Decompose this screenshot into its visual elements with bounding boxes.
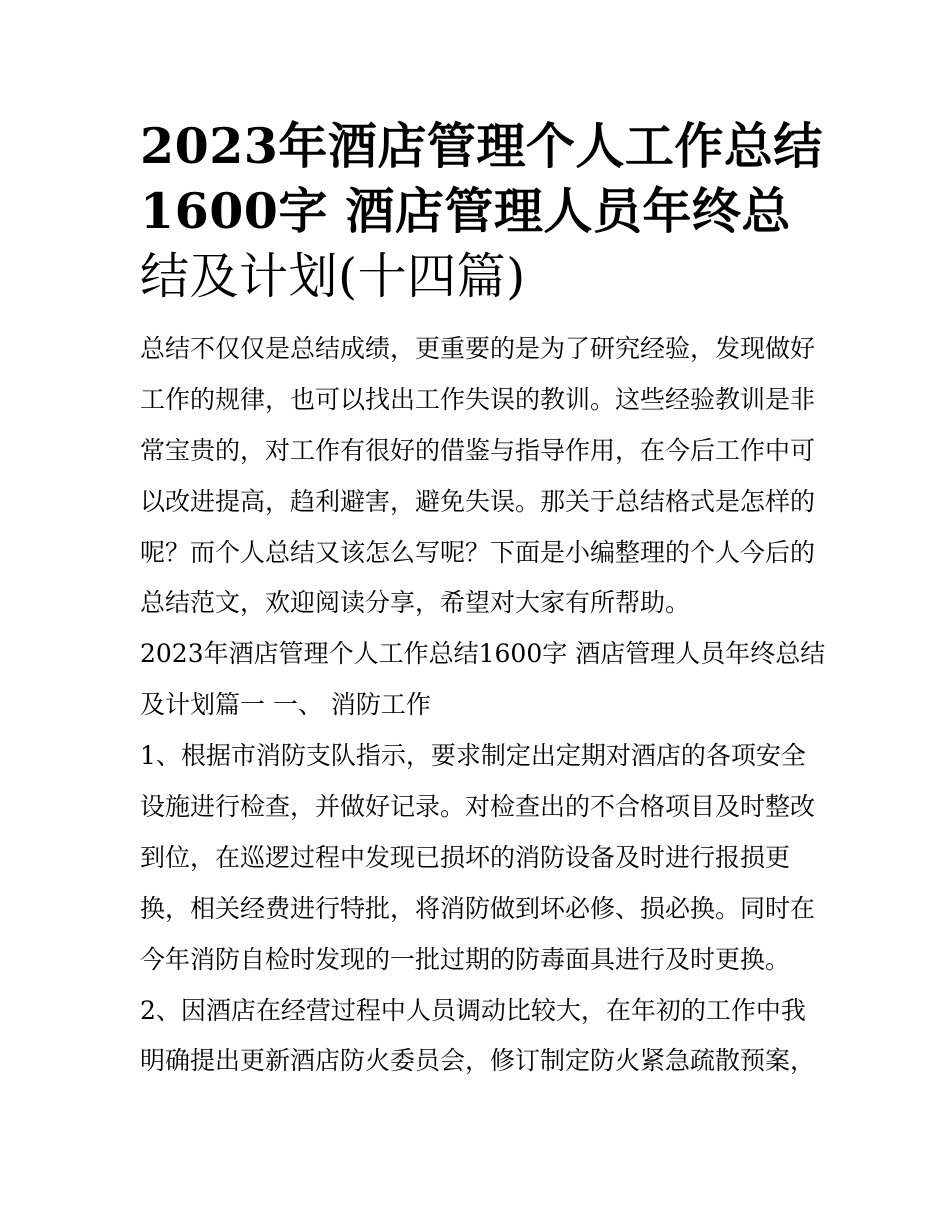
body-line: 今年消防自检时发现的一批过期的防毒面具进行及时更换。 (140, 944, 791, 974)
body-line: 工作的规律，也可以找出工作失误的教训。这些经验教训是非 (140, 384, 816, 414)
title-line-3: 结及计划(十四篇) (140, 248, 526, 305)
body-line: 1、根据市消防支队指示，要求制定出定期对酒店的各项安全 (140, 741, 806, 771)
document-body (140, 324, 826, 1087)
document-title (140, 114, 823, 309)
body-line: 常宝贵的，对工作有很好的借鉴与指导作用，在今后工作中可 (140, 435, 816, 465)
body-line: 总结范文，欢迎阅读分享，希望对大家有所帮助。 (140, 588, 691, 618)
body-line: 设施进行检查，并做好记录。对检查出的不合格项目及时整改 (140, 792, 816, 822)
section-heading-line: 2023年酒店管理个人工作总结1600字 酒店管理人员年终总结 (140, 639, 826, 669)
body-line: 到位，在巡逻过程中发现已损坏的消防设备及时进行报损更 (140, 842, 791, 872)
title-line-1: 2023年酒店管理个人工作总结 (140, 117, 823, 175)
body-line: 2、因酒店在经营过程中人员调动比较大，在年初的工作中我 (140, 995, 806, 1025)
section-heading-line: 及计划篇一 一、 消防工作 (140, 690, 431, 720)
body-line: 呢？而个人总结又该怎么写呢？下面是小编整理的个人今后的 (140, 537, 816, 567)
title-line-2: 1600字 酒店管理人员年终总 (140, 182, 791, 240)
body-line: 总结不仅仅是总结成绩，更重要的是为了研究经验，发现做好 (140, 334, 816, 363)
body-line: 以改进提高，趋利避害，避免失误。那关于总结格式是怎样的 (140, 486, 816, 516)
body-line: 换，相关经费进行特批，将消防做到坏必修、损必换。同时在 (140, 893, 816, 923)
body-line: 明确提出更新酒店防火委员会，修订制定防火紧急疏散预案， (140, 1046, 816, 1076)
document-page (140, 114, 826, 1087)
